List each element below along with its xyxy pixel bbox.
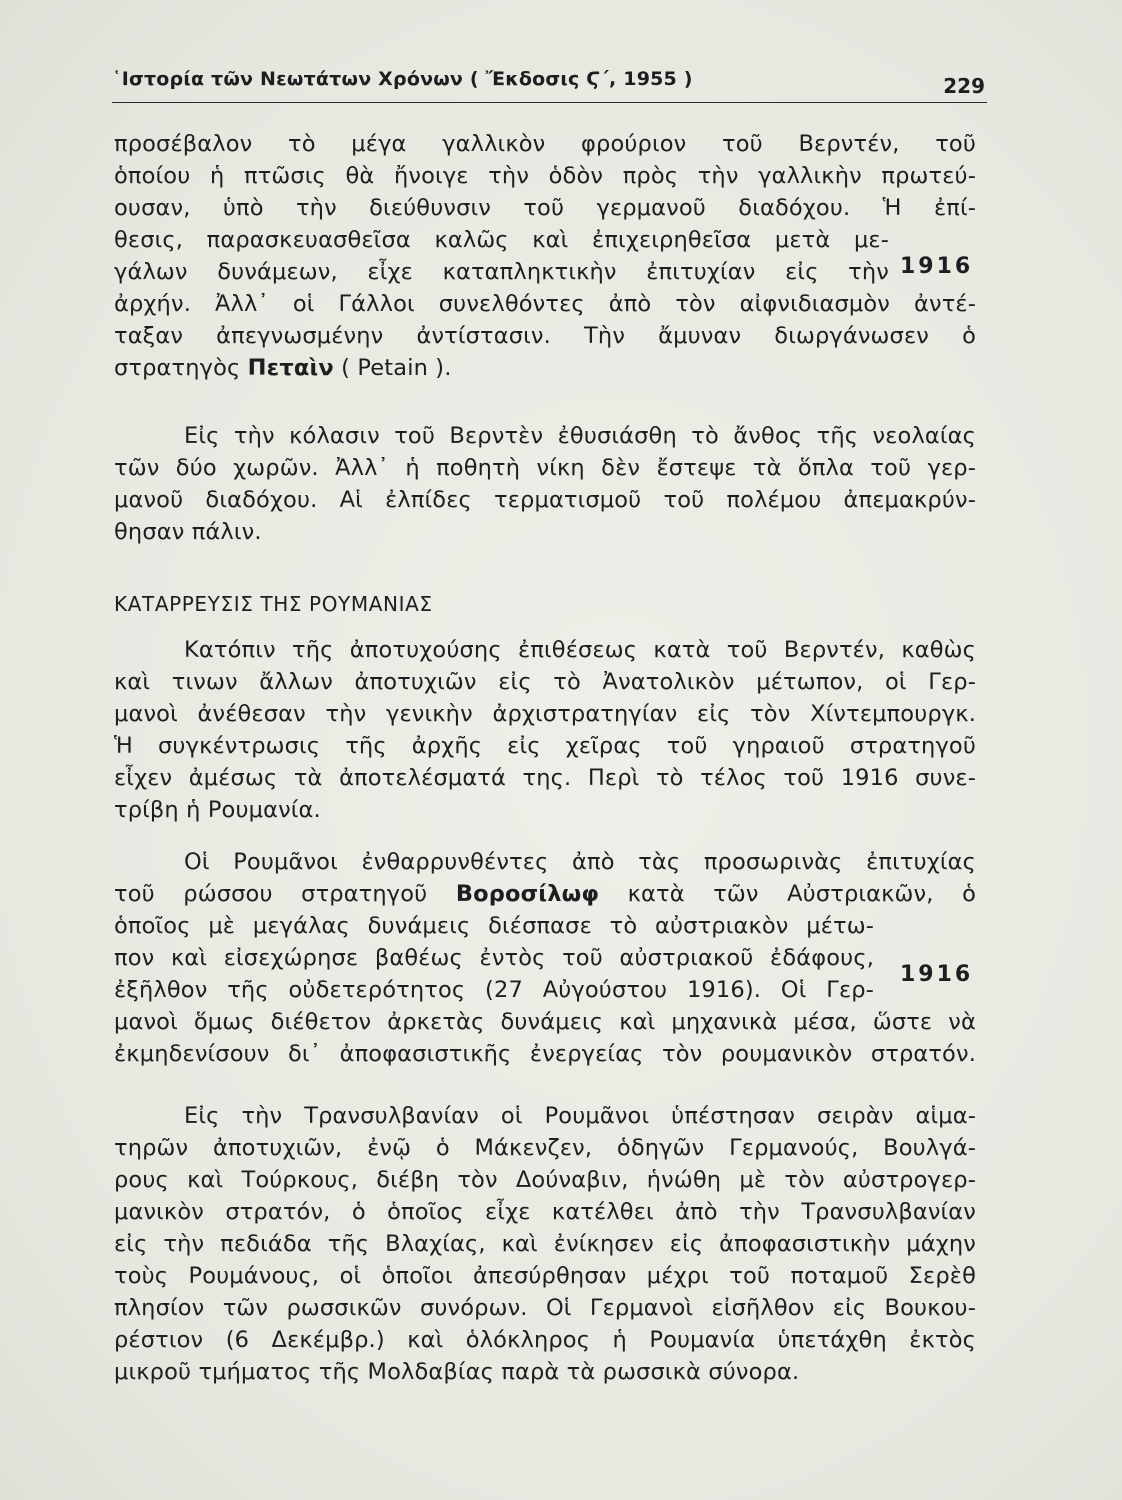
text-line: μανοῦ διαδόχου. Αἱ ἐλπίδες τερματισμοῦ τοῦ πολέμου ἀπεμακρύν- [114, 487, 976, 513]
paragraph-hindenburg [114, 634, 976, 826]
text-line: ουσαν, ὑπὸ τὴν διεύθυνσιν τοῦ γερμανοῦ διαδόχου. Ἡ ἐπί- [114, 195, 976, 221]
text-line: γάλων δυνάμεων, εἶχε καταπληκτικὴν ἐπιτυχίαν εἰς τὴν [114, 259, 889, 285]
text-fragment: ( Petain ). [333, 355, 452, 381]
text-line: ταξαν ἀπεγνωσμένην ἀντίστασιν. Τὴν ἄμυναν διωργάνωσεν ὁ [114, 323, 976, 349]
text-line [114, 878, 976, 910]
text-line: ἐκμηδενίσουν δι᾽ ἀποφασιστικῆς ἐνεργείας τὸν ρουμανικὸν στρατόν. [114, 1041, 976, 1067]
text-line: μανοὶ ὅμως διέθετον ἀρκετὰς δυνάμεις καὶ μηχανικὰ μέσα, ὥστε νὰ [114, 1009, 976, 1035]
person-name-vorosilof: Βοροσίλωφ [455, 881, 600, 907]
text-line: τηρῶν ἀποτυχιῶν, ἐνῷ ὁ Μάκενζεν, ὁδηγῶν Γερμανούς, Βουλγά- [114, 1135, 976, 1161]
text-line: τοὺς Ρουμάνους, οἱ ὁποῖοι ἀπεσύρθησαν μέχρι τοῦ ποταμοῦ Σερὲθ [114, 1263, 976, 1289]
text-line: καὶ τινων ἄλλων ἀποτυχιῶν εἰς τὸ Ἀνατολικὸν μέτωπον, οἱ Γερ- [114, 669, 976, 695]
text-line: Εἰς τὴν κόλασιν τοῦ Βερντὲν ἐθυσιάσθη τὸ ἄνθος τῆς νεολαίας [184, 423, 976, 449]
margin-year-note: 1916 [900, 254, 974, 279]
text-line: ρέστιον (6 Δεκέμβρ.) καὶ ὁλόκληρος ἡ Ρουμανία ὑπετάχθη ἐκτὸς [114, 1327, 976, 1353]
text-line: τῶν δύο χωρῶν. Ἀλλ᾽ ἡ ποθητὴ νίκη δὲν ἔστεψε τὰ ὅπλα τοῦ γερ- [114, 455, 976, 481]
paragraph-verdun-attack [114, 128, 976, 384]
margin-year-note: 1916 [900, 962, 974, 987]
text-line: προσέβαλον τὸ μέγα γαλλικὸν φρούριον τοῦ Βερντέν, τοῦ [114, 131, 976, 157]
text-line: εἶχεν ἀμέσως τὰ ἀποτελέσματά της. Περὶ τὸ τέλος τοῦ 1916 συνε- [114, 765, 976, 791]
text-line: πλησίον τῶν ρωσσικῶν συνόρων. Οἱ Γερμανοὶ εἰσῆλθον εἰς Βουκου- [114, 1295, 976, 1321]
text-line: Κατόπιν τῆς ἀποτυχούσης ἐπιθέσεως κατὰ τοῦ Βερντέν, καθὼς [184, 637, 976, 663]
text-line: θησαν πάλιν. [114, 519, 262, 545]
paragraph-transylvania [114, 1100, 976, 1388]
text-line: ὁποίου ἡ πτῶσις θὰ ἤνοιγε τὴν ὁδὸν πρὸς τὴν γαλλικὴν πρωτεύ- [114, 163, 976, 189]
text-line: ὁποῖος μὲ μεγάλας δυνάμεις διέσπασε τὸ αὐστριακὸν μέτω- [114, 913, 874, 939]
text-line: θεσις, παρασκευασθεῖσα καλῶς καὶ ἐπιχειρηθεῖσα μετὰ με- [114, 227, 889, 253]
text-line: τρίβη ἡ Ρουμανία. [114, 797, 321, 823]
text-line: Εἰς τὴν Τρανσυλβανίαν οἱ Ρουμᾶνοι ὑπέστησαν σειρὰν αἱμα- [184, 1103, 976, 1129]
text-line: μανικὸν στρατόν, ὁ ὁποῖος εἶχε κατέλθει ἀπὸ τὴν Τρανσυλβανίαν [114, 1199, 976, 1225]
page-header [112, 66, 987, 103]
paragraph-romania-entry [114, 846, 976, 1070]
text-line: ἀρχήν. Ἀλλ᾽ οἱ Γάλλοι συνελθόντες ἀπὸ τὸν αἰφνιδιασμὸν ἀντέ- [114, 291, 976, 317]
text-line [114, 352, 976, 384]
running-head: ῾Ιστορία τῶν Νεωτάτων Χρόνων ( Ἔκδοσις Ϛ΄, 1955 ) [112, 68, 693, 90]
text-line: εἰς τὴν πεδιάδα τῆς Βλαχίας, καὶ ἐνίκησεν εἰς ἀποφασιστικὴν μάχην [114, 1231, 976, 1257]
text-line: μικροῦ τμήματος τῆς Μολδαβίας παρὰ τὰ ρωσσικὰ σύνορα. [114, 1359, 800, 1385]
text-line: πον καὶ εἰσεχώρησε βαθέως ἐντὸς τοῦ αὐστριακοῦ ἐδάφους, [114, 945, 874, 971]
text-line: μανοὶ ἀνέθεσαν τὴν γενικὴν ἀρχιστρατηγίαν εἰς τὸν Χίντεμπουργκ. [114, 701, 976, 727]
text-line: ρους καὶ Τούρκους, διέβη τὸν Δούναβιν, ἡνώθη μὲ τὸν αὐστρογερ- [114, 1167, 976, 1193]
section-title: ΚΑΤΑΡΡΕΥΣΙΣ ΤΗΣ ΡΟΥΜΑΝΙΑΣ [114, 592, 433, 616]
page-number: 229 [943, 74, 985, 98]
text-fragment: κατὰ τῶν Αὐστριακῶν, ὁ [599, 881, 976, 907]
person-name-petain: Πεταὶν [247, 355, 334, 381]
text-line: Ἡ συγκέντρωσις τῆς ἀρχῆς εἰς χεῖρας τοῦ γηραιοῦ στρατηγοῦ [114, 733, 976, 759]
paragraph-verdun-outcome [114, 420, 976, 548]
text-fragment: τοῦ ρώσσου στρατηγοῦ [114, 881, 456, 907]
text-line: ἐξῆλθον τῆς οὐδετερότητος (27 Αὐγούστου 1916). Οἱ Γερ- [114, 977, 874, 1003]
text-fragment: στρατηγὸς [114, 355, 248, 381]
text-line: Οἱ Ρουμᾶνοι ἐνθαρρυνθέντες ἀπὸ τὰς προσωρινὰς ἐπιτυχίας [184, 849, 976, 875]
